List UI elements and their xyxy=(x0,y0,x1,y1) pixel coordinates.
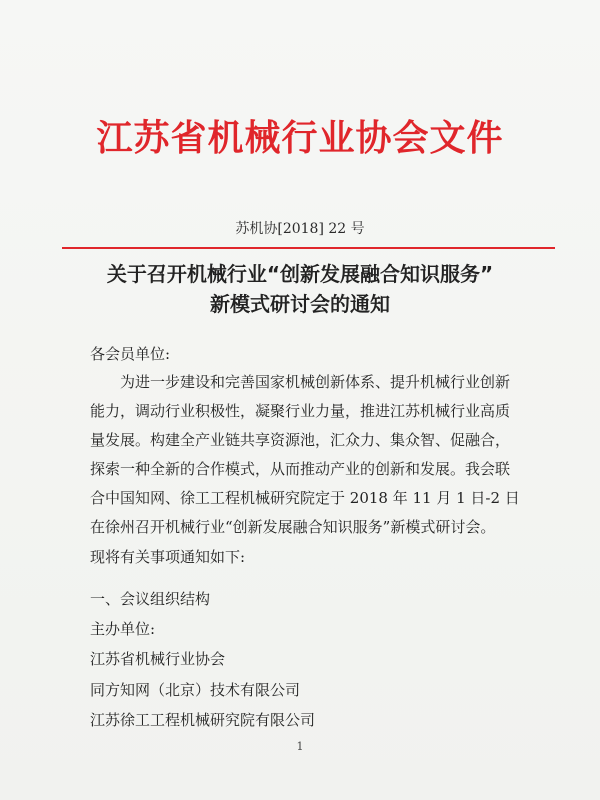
organizer-item: 江苏省机械行业协会 xyxy=(90,650,226,668)
organizer-item: 江苏徐工工程机械研究院有限公司 xyxy=(90,711,316,729)
paragraph-line: 量发展。构建全产业链共享资源池，汇众力、集众智、促融合， xyxy=(90,431,511,449)
host-label: 主办单位: xyxy=(90,620,156,638)
paragraph-line: 为进一步建设和完善国家机械创新体系、提升机械行业创新 xyxy=(120,373,511,391)
notice-subject-line-2: 新模式研讨会的通知 xyxy=(210,292,390,316)
page-number: 1 xyxy=(296,740,304,753)
organizer-item: 同方知网（北京）技术有限公司 xyxy=(90,681,301,699)
paragraph-line: 能力，调动行业积极性，凝聚行业力量，推进江苏机械行业高质 xyxy=(90,402,511,420)
salutation: 各会员单位: xyxy=(90,345,171,363)
red-divider-line xyxy=(62,247,555,249)
paragraph-line: 现将有关事项通知如下: xyxy=(90,548,246,566)
notice-subject-line-1: 关于召开机械行业“创新发展融合知识服务” xyxy=(106,262,494,286)
paragraph-line: 探索一种全新的合作模式，从而推动产业的创新和发展。我会联 xyxy=(90,460,511,478)
paragraph-line: 合中国知网、徐工工程机械研究院定于 2018 年 11 月 1 日-2 日 xyxy=(90,489,520,507)
paragraph-line: 在徐州召开机械行业“创新发展融合知识服务”新模式研讨会。 xyxy=(90,518,496,536)
section-heading-1: 一、会议组织结构 xyxy=(90,590,211,608)
document-number: 苏机协[2018] 22 号 xyxy=(235,221,365,237)
document-title: 江苏省机械行业协会文件 xyxy=(96,117,504,159)
